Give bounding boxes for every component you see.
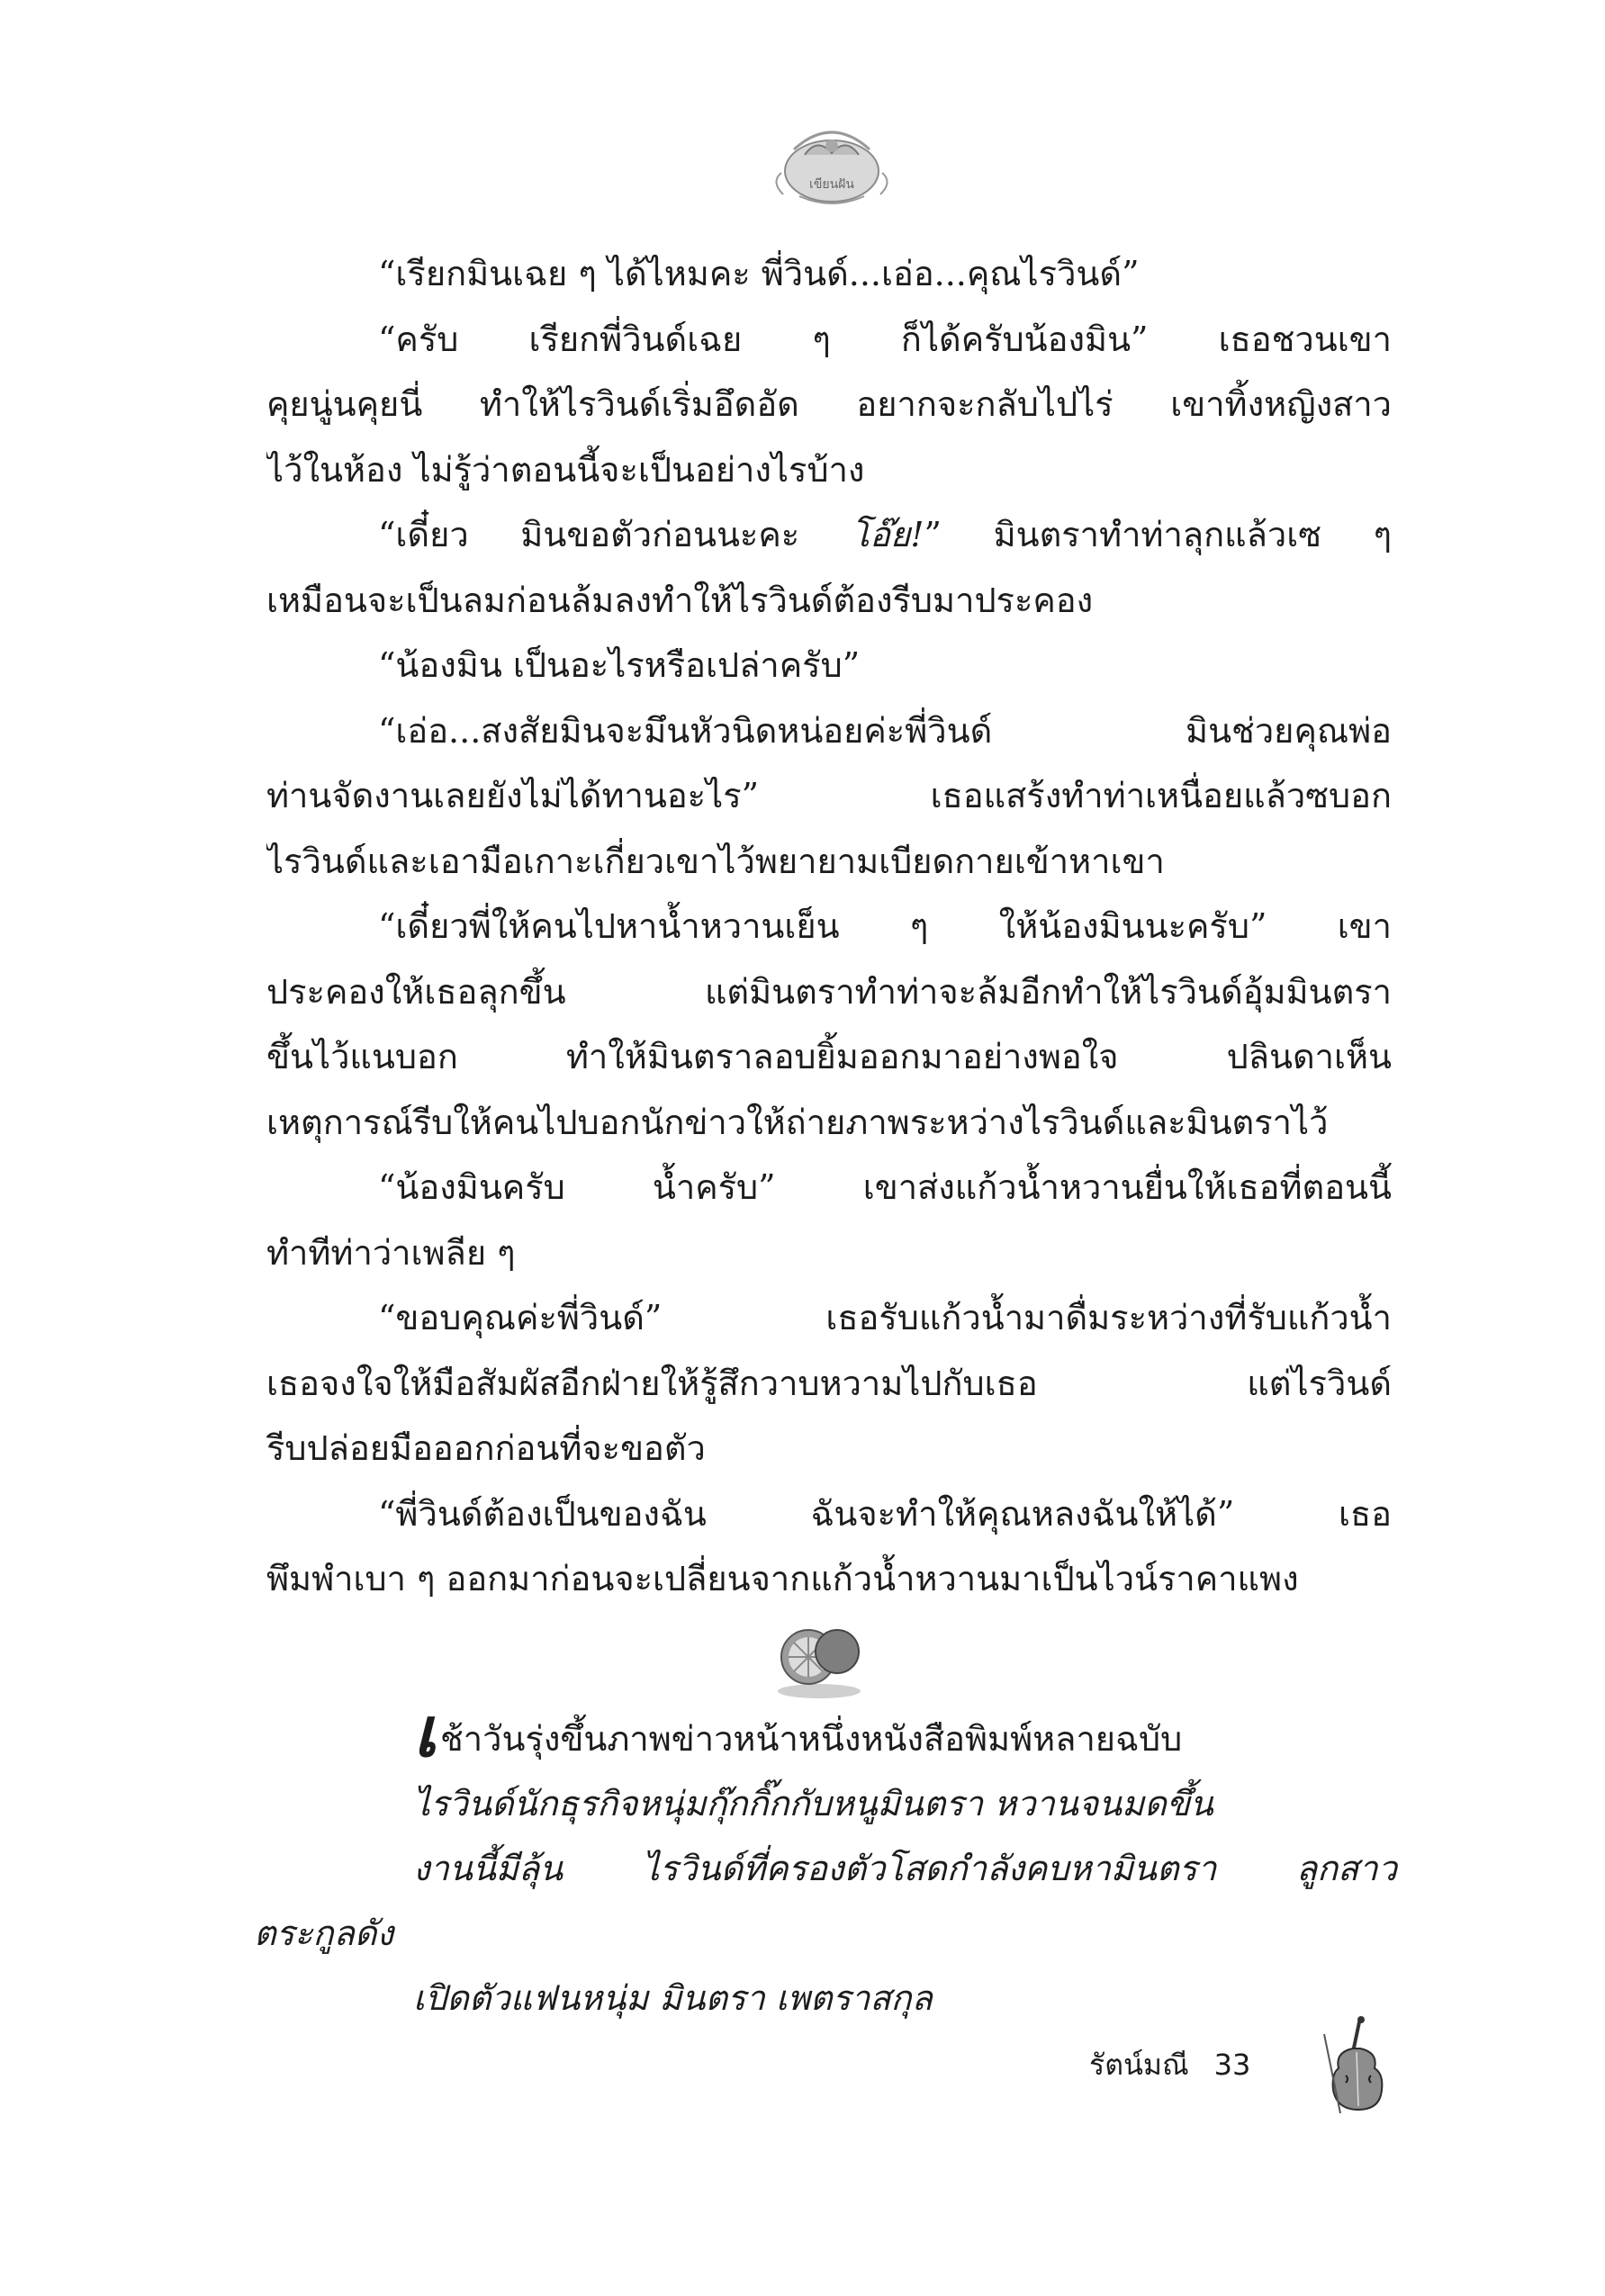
text-line: [266, 502, 1392, 568]
paragraph: [266, 633, 1392, 698]
violin-icon: [1308, 2016, 1398, 2115]
headline-1: ไรวินด์นักธุรกิจหนุ่มกุ๊กกิ๊กกับหนูมินตรา หวานจนมดขึ้น: [413, 1784, 1213, 1823]
paragraph: [266, 894, 1392, 1155]
text-line: เธอจงใจให้มือสัมผัสอีกฝ่ายให้รู้สึกวาบหวามไปกับเธอ แต่ไรวินด์: [266, 1363, 1392, 1403]
header-emblem: [763, 119, 900, 212]
paragraph: [266, 502, 1392, 633]
text-line: ประคองให้เธอลุกขึ้น แต่มินตราทำท่าจะล้มอีกทำให้ไรวินด์อุ้มมินตรา: [266, 971, 1392, 1012]
headline-2-part: ไรวินด์ที่ครองตัวโสดกำลังคบหามินตรา: [642, 1849, 1217, 1888]
paragraph: [266, 241, 1392, 307]
text-line: เหตุการณ์รีบให้คนไปบอกนักข่าวให้ถ่ายภาพระหว่างไรวินด์และมินตราไว้: [266, 1102, 1329, 1142]
text-line: ขึ้นไว้แนบอก ทำให้มินตราลอบยิ้มออกมาอย่างพอใจ ปลินดาเห็น: [266, 1037, 1392, 1076]
headline-2-part: งานนี้มีลุ้น: [413, 1849, 564, 1888]
text-line: “เดี๋ยวพี่ให้คนไปหาน้ำหวานเย็น ๆ ให้น้องมินนะครับ” เขา: [378, 906, 1392, 946]
paragraph: [266, 1155, 1392, 1285]
text-line: พึมพำเบา ๆ ออกมาก่อนจะเปลี่ยนจากแก้วน้ำหวานมาเป็นไวน์ราคาแพง: [266, 1559, 1299, 1598]
violin-decoration: [1308, 2016, 1398, 2115]
headline-3: เปิดตัวแฟนหนุ่ม มินตรา เพตราสกุล: [413, 1978, 933, 2018]
exclamation: โอ๊ย!: [851, 515, 924, 554]
text-line: ไรวินด์และเอามือเกาะเกี่ยวเขาไว้พยายามเบียดกายเข้าหาเขา: [266, 841, 1165, 881]
text-line: คุยนู่นคุยนี่ ทำให้ไรวินด์เริ่มอึดอัด อยากจะกลับไปไร่ เขาทิ้งหญิงสาว: [266, 384, 1392, 424]
orange-slice-icon: [772, 1616, 866, 1702]
headline-2: [413, 1836, 1397, 1901]
paragraph: [266, 307, 1392, 503]
book-title: รัตน์มณี: [1089, 2048, 1189, 2082]
text-line: ไว้ในห้อง ไม่รู้ว่าตอนนี้จะเป็นอย่างไรบ้าง: [266, 449, 865, 490]
text-line: “ขอบคุณค่ะพี่วินด์” เธอรับแก้วน้ำมาดื่มระหว่างที่รับแก้วน้ำ: [378, 1298, 1392, 1337]
paragraph: [266, 1285, 1392, 1481]
emblem-label: เขียนฝัน: [809, 177, 854, 192]
ornament-icon: [763, 119, 900, 212]
news-section: [254, 1692, 1397, 2030]
text-line: เหมือนจะเป็นลมก่อนล้มลงทำให้ไรวินด์ต้องรีบมาประคอง: [266, 580, 1094, 620]
drop-cap: เ: [413, 1692, 437, 1772]
text-line: ท่านจัดงานเลยยังไม่ได้ทานอะไร” เธอแสร้งทำท่าเหนื่อยแล้วซบอก: [266, 776, 1392, 815]
text-line: รีบปล่อยมือออกก่อนที่จะขอตัว: [266, 1428, 706, 1468]
text-line: “เรียกมินเฉย ๆ ได้ไหมคะ พี่วินด์...เอ่อ...คุณไรวินด์”: [378, 254, 1140, 293]
section-break-fruit: [772, 1616, 866, 1702]
page-number: 33: [1213, 2048, 1251, 2082]
text-line: “พี่วินด์ต้องเป็นของฉัน ฉันจะทำให้คุณหลงฉันให้ได้” เธอ: [378, 1493, 1392, 1534]
story-body: [266, 241, 1392, 1612]
text-segment: “เดี๋ยว มินขอตัวก่อนนะคะ: [378, 515, 852, 554]
headline-2-continued: ตระกูลดัง: [254, 1913, 394, 1953]
paragraph: [266, 1481, 1392, 1612]
text-line: “เอ่อ...สงสัยมินจะมึนหัวนิดหน่อยค่ะพี่วินด์ มินช่วยคุณพ่อ: [378, 710, 1392, 751]
headline-2-part: ลูกสาว: [1295, 1849, 1397, 1888]
text-line: “น้องมินครับ น้ำครับ” เขาส่งแก้วน้ำหวานยื่นให้เธอที่ตอนนี้: [378, 1167, 1392, 1207]
lead-text: ช้าวันรุ่งขึ้นภาพข่าวหน้าหนึ่งหนังสือพิมพ์หลายฉบับ: [439, 1719, 1183, 1759]
news-lead: [413, 1692, 1397, 1772]
paragraph: [266, 698, 1392, 895]
text-line: “ครับ เรียกพี่วินด์เฉย ๆ ก็ได้ครับน้องมิน” เธอชวนเขา: [378, 319, 1392, 359]
text-segment: ” มินตราทำท่าลุกแล้วเซ ๆ: [924, 515, 1392, 554]
text-line: ทำทีท่าว่าเพลีย ๆ: [266, 1232, 516, 1273]
page-footer: [1089, 2042, 1250, 2088]
text-line: “น้องมิน เป็นอะไรหรือเปล่าครับ”: [378, 645, 861, 685]
